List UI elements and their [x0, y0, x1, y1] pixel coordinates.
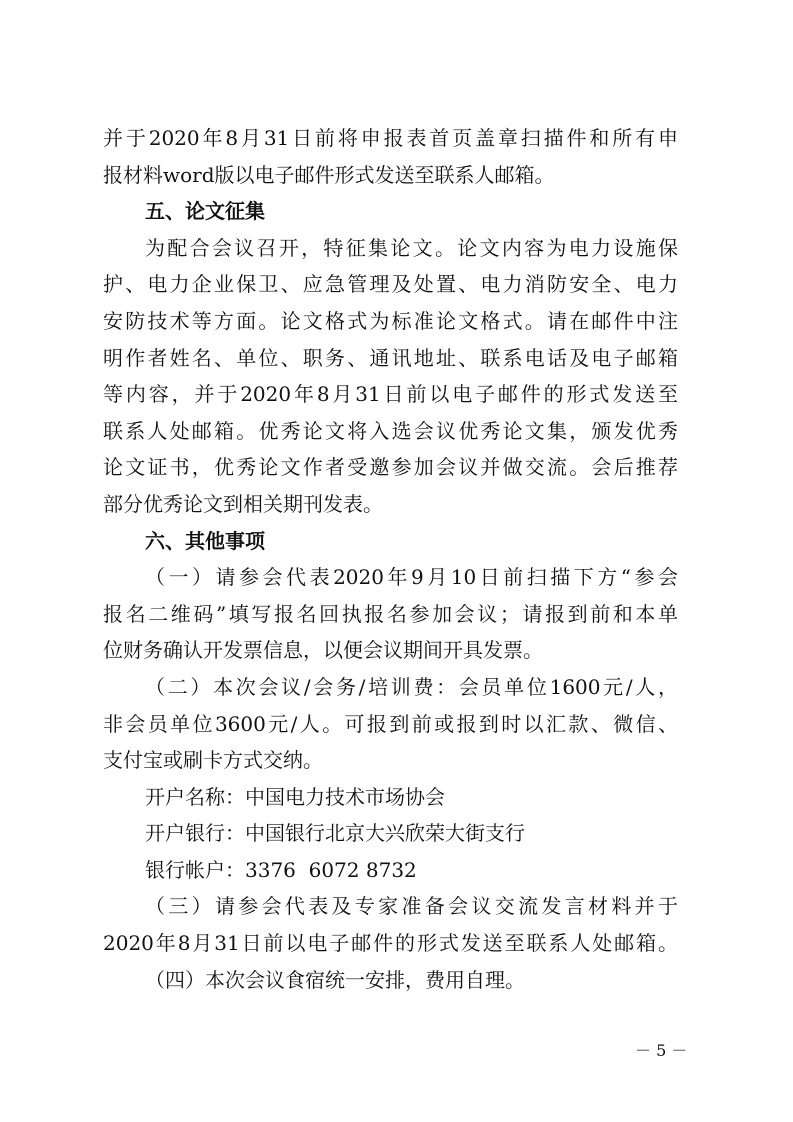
body-line: 支付宝或刷卡方式交纳。	[103, 748, 323, 773]
page-number: － 5 －	[635, 1041, 688, 1060]
account-number-line: 银行帐户：3376 6072 8732	[145, 857, 417, 882]
body-line: （二）本次会议/会务/培训费：会员单位1600元/人，	[145, 674, 678, 699]
body-line: 部分优秀论文到相关期刊发表。	[103, 491, 383, 516]
body-line: 位财务确认开发票信息，以便会议期间开具发票。	[103, 638, 543, 663]
section-heading-paper-collection: 五、论文征集	[145, 199, 265, 224]
body-line: 明作者姓名、单位、职务、通讯地址、联系电话及电子邮箱	[103, 345, 678, 370]
body-line: 等内容，并于2020年8月31日前以电子邮件的形式发送至	[103, 382, 678, 407]
document-body	[103, 120, 678, 998]
body-line: 报材料word版以电子邮件形式发送至联系人邮箱。	[103, 162, 555, 187]
body-line: 非会员单位3600元/人。可报到前或报到时以汇款、微信、	[103, 711, 678, 736]
section-heading-other-matters: 六、其他事项	[145, 528, 265, 553]
body-line: 护、电力企业保卫、应急管理及处置、电力消防安全、电力	[103, 272, 678, 297]
account-bank-line: 开户银行：中国银行北京大兴欣荣大街支行	[145, 821, 525, 846]
body-line: 联系人处邮箱。优秀论文将入选会议优秀论文集，颁发优秀	[103, 418, 678, 443]
body-line: 并于2020年8月31日前将申报表首页盖章扫描件和所有申	[103, 126, 678, 150]
body-line: （三）请参会代表及专家准备会议交流发言材料并于	[145, 894, 678, 919]
body-line: 论文证书，优秀论文作者受邀参加会议并做交流。会后推荐	[103, 455, 678, 480]
body-line: （四）本次会议食宿统一安排，费用自理。	[145, 967, 525, 992]
account-name-line: 开户名称：中国电力技术市场协会	[145, 784, 445, 809]
body-line: （一）请参会代表2020年9月10日前扫描下方“参会	[145, 565, 678, 590]
body-line: 为配合会议召开，特征集论文。论文内容为电力设施保	[145, 235, 678, 260]
body-line: 报名二维码”填写报名回执报名参加会议；请报到前和本单	[103, 601, 678, 626]
body-line: 2020年8月31日前以电子邮件的形式发送至联系人处邮箱。	[103, 931, 678, 956]
body-line: 安防技术等方面。论文格式为标准论文格式。请在邮件中注	[103, 308, 678, 333]
